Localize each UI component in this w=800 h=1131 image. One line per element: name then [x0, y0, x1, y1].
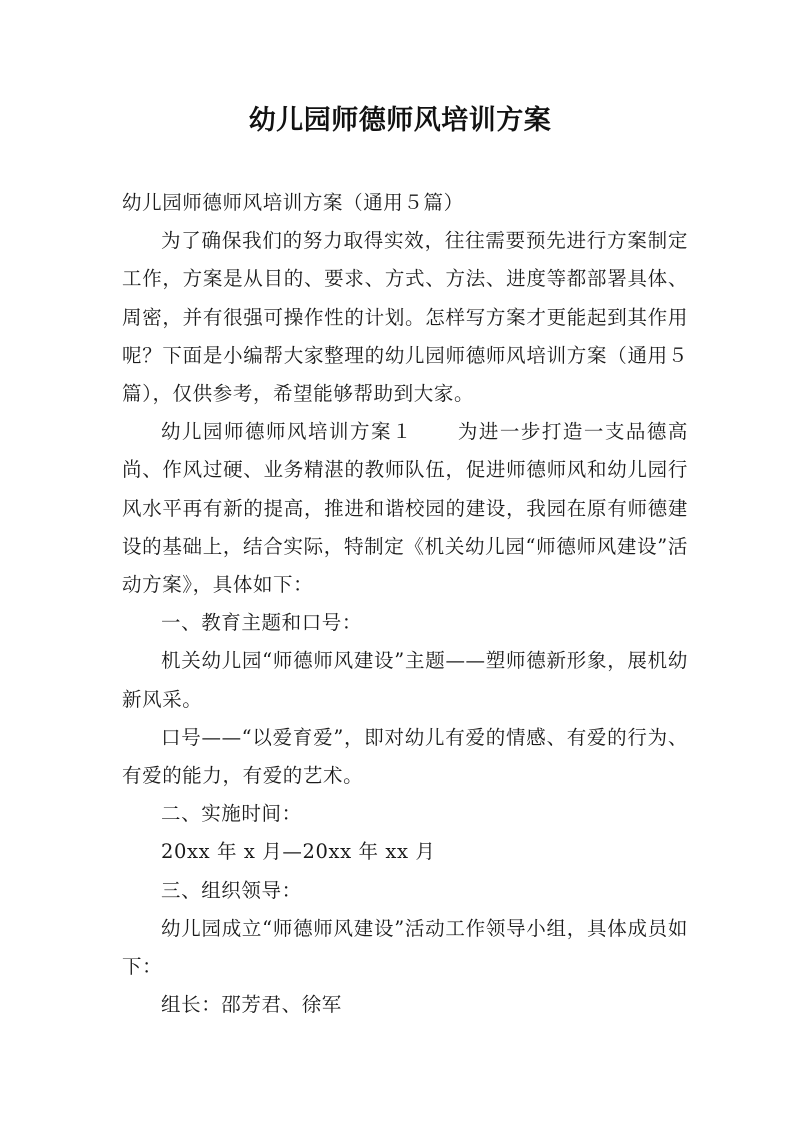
- document-title: 幼儿园师德师风培训方案: [248, 105, 552, 136]
- subtitle-line: 幼儿园师德师风培训方案（通用５篇）: [122, 191, 464, 214]
- theme-paragraph: 机关幼儿园“师德师风建设”主题——塑师德新形象，展机幼新风采。: [122, 649, 688, 711]
- leader-line: 组长：邵芳君、徐军: [161, 993, 342, 1017]
- time-range-line: 20xx 年 x 月—20xx 年 xx 月: [161, 840, 436, 864]
- section1-body: 为进一步打造一支品德高尚、作风过硬、业务精湛的教师队伍，促进师德师风和幼儿园行风水平再有新的提高，推进和谐校园的建设，我园在原有师德建设的基础上，结合实际，特制定《机关幼儿园“师德师风建设”活动方案》，具体如下：: [122, 420, 688, 597]
- section1-paragraph: [122, 413, 688, 604]
- intro-paragraph: 为了确保我们的努力取得实效，往往需要预先进行方案制定工作，方案是从目的、要求、方式、方法、进度等都部署具体、周密，并有很强可操作性的计划。怎样写方案才更能起到其作用呢？下面是小编帮大家整理的幼儿园师德师风培训方案（通用５篇），仅供参考，希望能够帮助到大家。: [122, 229, 688, 406]
- section1-heading: 幼儿园师德师风培训方案１: [161, 420, 413, 444]
- heading-education-theme: 一、教育主题和口号：: [161, 611, 363, 635]
- document-body: [122, 184, 688, 1024]
- slogan-paragraph: 口号——“以爱育爱”，即对幼儿有爱的情感、有爱的行为、有爱的能力，有爱的艺术。: [122, 725, 688, 788]
- organization-paragraph: 幼儿园成立“师德师风建设”活动工作领导小组，具体成员如下：: [122, 916, 688, 979]
- heading-organization: 三、组织领导：: [161, 878, 302, 902]
- heading-implementation-time: 二、实施时间：: [161, 802, 302, 826]
